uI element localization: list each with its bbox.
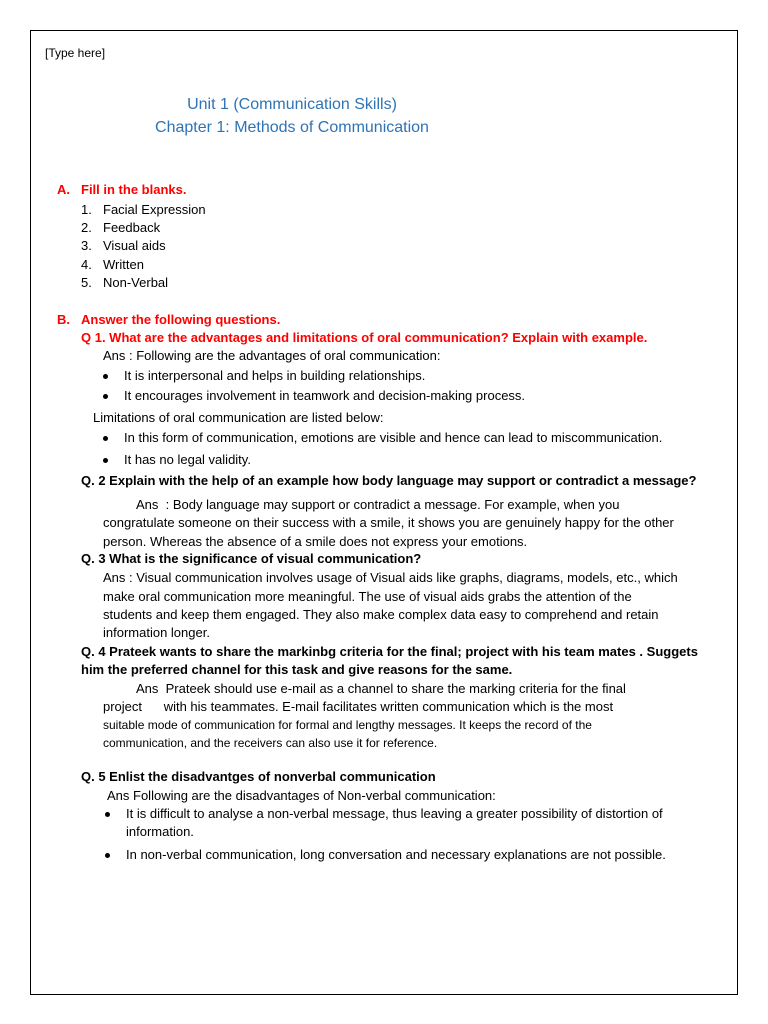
bullet-text: It has no legal validity.	[124, 452, 251, 467]
bullet-icon	[103, 374, 108, 379]
section-b-marker: B.	[57, 312, 70, 327]
bullet-text: In non-verbal communication, long conversation and necessary explanations are not possible.	[126, 847, 666, 862]
bullet-text: It is interpersonal and helps in building relationships.	[124, 368, 426, 383]
q3-answer-line: make oral communication more meaningful. The use of visual aids grabs the attention of the	[103, 589, 632, 604]
chapter-title: Chapter 1: Methods of Communication	[155, 119, 429, 136]
q5-question: Q. 5 Enlist the disadvantges of nonverbal communication	[81, 769, 436, 784]
list-item-number: 1.	[81, 202, 92, 217]
bullet-text: It is difficult to analyse a non-verbal message, thus leaving a greater possibility of distortion of	[126, 806, 663, 821]
bullet-icon	[103, 458, 108, 463]
bullet-icon	[105, 853, 110, 858]
section-b-heading: Answer the following questions.	[81, 312, 281, 327]
bullet-icon	[105, 812, 110, 817]
q4-question-line: Q. 4 Prateek wants to share the markinbg criteria for the final; project with his team mates . Suggets	[81, 644, 698, 659]
q4-answer-line: communication, and the receivers can also use it for reference.	[103, 736, 438, 750]
q3-answer-line: information longer.	[103, 625, 210, 640]
list-item-number: 2.	[81, 220, 92, 235]
q4-question-line: him the preferred channel for this task and give reasons for the same.	[81, 662, 513, 677]
q2-answer-line: Ans : Body language may support or contradict a message. For example, when you	[136, 497, 620, 512]
list-item-text: Non-Verbal	[103, 275, 169, 290]
q2-answer-line: congratulate someone on their success with a smile, it shows you are genuinely happy for the other	[103, 515, 674, 530]
list-item-text: Feedback	[103, 220, 161, 235]
bullet-icon	[103, 436, 108, 441]
bullet-text: information.	[126, 824, 194, 839]
q4-answer-line: project with his teammates. E-mail facilitates written communication which is the most	[103, 699, 614, 714]
section-a-heading: Fill in the blanks.	[81, 182, 187, 197]
section-a-marker: A.	[57, 182, 70, 197]
list-item-text: Facial Expression	[103, 202, 206, 217]
q3-answer-line: students and keep them engaged. They also make complex data easy to comprehend and retain	[103, 607, 659, 622]
bullet-text: In this form of communication, emotions are visible and hence can lead to miscommunication.	[124, 430, 663, 445]
q4-answer-line: suitable mode of communication for formal and lengthy messages. It keeps the record of the	[103, 718, 592, 732]
q1-limitations-intro: Limitations of oral communication are listed below:	[93, 410, 384, 425]
q2-question: Q. 2 Explain with the help of an example how body language may support or contradict a message?	[81, 473, 697, 488]
q4-answer-line: Ans Prateek should use e-mail as a channel to share the marking criteria for the final	[136, 681, 626, 696]
unit-title: Unit 1 (Communication Skills)	[187, 96, 397, 113]
q1-question: Q 1. What are the advantages and limitations of oral communication? Explain with example.	[81, 330, 648, 345]
list-item-text: Visual aids	[103, 238, 166, 253]
q2-answer-line: person. Whereas the absence of a smile does not express your emotions.	[103, 534, 528, 549]
q3-question: Q. 3 What is the significance of visual communication?	[81, 551, 422, 566]
list-item-text: Written	[103, 257, 144, 272]
q3-answer-line: Ans : Visual communication involves usage of Visual aids like graphs, diagrams, models, etc., which	[103, 570, 678, 585]
bullet-icon	[103, 394, 108, 399]
q1-advantages-intro: Ans : Following are the advantages of oral communication:	[103, 348, 441, 363]
list-item-number: 4.	[81, 257, 92, 272]
list-item-number: 3.	[81, 238, 92, 253]
bullet-text: It encourages involvement in teamwork and decision-making process.	[124, 388, 526, 403]
list-item-number: 5.	[81, 275, 92, 290]
header-placeholder: [Type here]	[45, 46, 106, 60]
q5-answer-intro: Ans Following are the disadvantages of Non-verbal communication:	[107, 788, 496, 803]
